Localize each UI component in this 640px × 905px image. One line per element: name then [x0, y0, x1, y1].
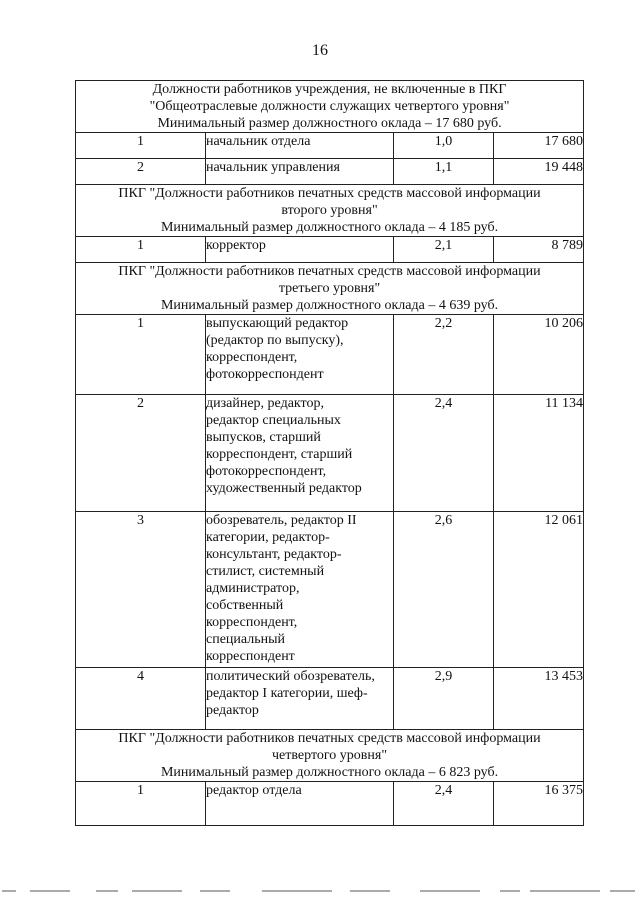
table-row — [76, 512, 584, 668]
coefficient: 2,1 — [394, 237, 494, 263]
position-name-line: администратор, — [206, 581, 300, 596]
position-name-line: фотокорреспондент, — [206, 464, 327, 479]
position-name-line: обозреватель, редактор II — [206, 513, 357, 528]
row-number: 1 — [76, 315, 206, 395]
table-row — [76, 782, 584, 826]
section-header-line: ПКГ "Должности работников печатных средств массовой информации — [118, 186, 541, 201]
position-name — [206, 668, 394, 730]
position-name-line: редактор — [206, 703, 259, 718]
salary: 10 206 — [494, 315, 584, 395]
position-name — [206, 395, 394, 512]
coefficient: 2,4 — [394, 395, 494, 512]
section-header-line: третьего уровня" — [278, 281, 381, 296]
position-name-line: редактор специальных — [206, 413, 341, 428]
row-number: 3 — [76, 512, 206, 668]
scan-noise-segment — [500, 890, 520, 892]
position-name-line: фотокорреспондент — [206, 367, 324, 382]
salary: 13 453 — [494, 668, 584, 730]
position-name-line: дизайнер, редактор, — [206, 396, 324, 411]
scan-noise-segment — [420, 890, 480, 892]
scan-noise-segment — [30, 890, 70, 892]
section-header-row — [76, 185, 584, 237]
coefficient: 1,0 — [394, 133, 494, 159]
scan-noise-segment — [200, 890, 230, 892]
position-name-line: художественный редактор — [206, 481, 362, 496]
position-name-line: политический обозреватель, — [206, 669, 375, 684]
table-row — [76, 159, 584, 185]
position-name-line: консультант, редактор- — [206, 547, 342, 562]
scan-noise-segment — [350, 890, 390, 892]
position-name: редактор отдела — [206, 782, 394, 826]
scan-noise-segment — [96, 890, 118, 892]
position-name-line: категории, редактор- — [206, 530, 330, 545]
table-row — [76, 668, 584, 730]
table-row — [76, 133, 584, 159]
position-name-line: корреспондент — [206, 649, 295, 664]
positions-table — [75, 80, 584, 826]
position-name-line: корреспондент, — [206, 350, 298, 365]
scan-noise-segment — [262, 890, 332, 892]
section-header-row — [76, 730, 584, 782]
salary: 12 061 — [494, 512, 584, 668]
table-row — [76, 395, 584, 512]
section-header-row — [76, 81, 584, 133]
table-row — [76, 237, 584, 263]
position-name: корректор — [206, 237, 394, 263]
section-header-line: ПКГ "Должности работников печатных средств массовой информации — [118, 731, 541, 746]
page-number: 16 — [312, 42, 328, 59]
position-name-line: специальный — [206, 632, 286, 647]
row-number: 1 — [76, 782, 206, 826]
section-header — [76, 185, 584, 237]
section-header-line: второго уровня" — [281, 203, 378, 218]
section-header-line: Должности работников учреждения, не включенные в ПКГ — [152, 82, 507, 97]
section-header — [76, 730, 584, 782]
coefficient: 2,9 — [394, 668, 494, 730]
position-name — [206, 512, 394, 668]
row-number: 2 — [76, 159, 206, 185]
section-header-line: Минимальный размер должностного оклада – 17 680 руб. — [157, 116, 502, 131]
salary: 16 375 — [494, 782, 584, 826]
position-name-line: выпускающий редактор — [206, 316, 349, 331]
position-name-line: стилист, системный — [206, 564, 325, 579]
row-number: 1 — [76, 237, 206, 263]
position-name: начальник управления — [206, 159, 394, 185]
section-header-line: "Общеотраслевые должности служащих четвертого уровня" — [149, 99, 510, 114]
scan-noise-segment — [132, 890, 182, 892]
salary: 11 134 — [494, 395, 584, 512]
position-name-line: (редактор по выпуску), — [206, 333, 344, 348]
scan-noise-segment — [530, 890, 600, 892]
table-row — [76, 315, 584, 395]
section-header-line: четвертого уровня" — [272, 748, 388, 763]
coefficient: 2,6 — [394, 512, 494, 668]
position-name-line: собственный — [206, 598, 284, 613]
position-name-line: редактор I категории, шеф- — [206, 686, 368, 701]
position-name-line: выпусков, старший — [206, 430, 321, 445]
coefficient: 2,2 — [394, 315, 494, 395]
position-name — [206, 315, 394, 395]
section-header — [76, 81, 584, 133]
scan-noise-segment — [2, 890, 16, 892]
position-name-line: корреспондент, старший — [206, 447, 353, 462]
section-header-line: Минимальный размер должностного оклада – 4 639 руб. — [160, 298, 499, 313]
section-header-line: ПКГ "Должности работников печатных средств массовой информации — [118, 264, 541, 279]
section-header — [76, 263, 584, 315]
position-name-line: корреспондент, — [206, 615, 298, 630]
salary: 19 448 — [494, 159, 584, 185]
salary: 8 789 — [494, 237, 584, 263]
row-number: 1 — [76, 133, 206, 159]
section-header-row — [76, 263, 584, 315]
section-header-line: Минимальный размер должностного оклада – 4 185 руб. — [160, 220, 499, 235]
scan-artifact-strip — [0, 890, 640, 896]
position-name: начальник отдела — [206, 133, 394, 159]
row-number: 4 — [76, 668, 206, 730]
section-header-line: Минимальный размер должностного оклада – 6 823 руб. — [160, 765, 499, 780]
row-number: 2 — [76, 395, 206, 512]
salary: 17 680 — [494, 133, 584, 159]
coefficient: 1,1 — [394, 159, 494, 185]
coefficient: 2,4 — [394, 782, 494, 826]
scan-noise-segment — [610, 890, 635, 892]
